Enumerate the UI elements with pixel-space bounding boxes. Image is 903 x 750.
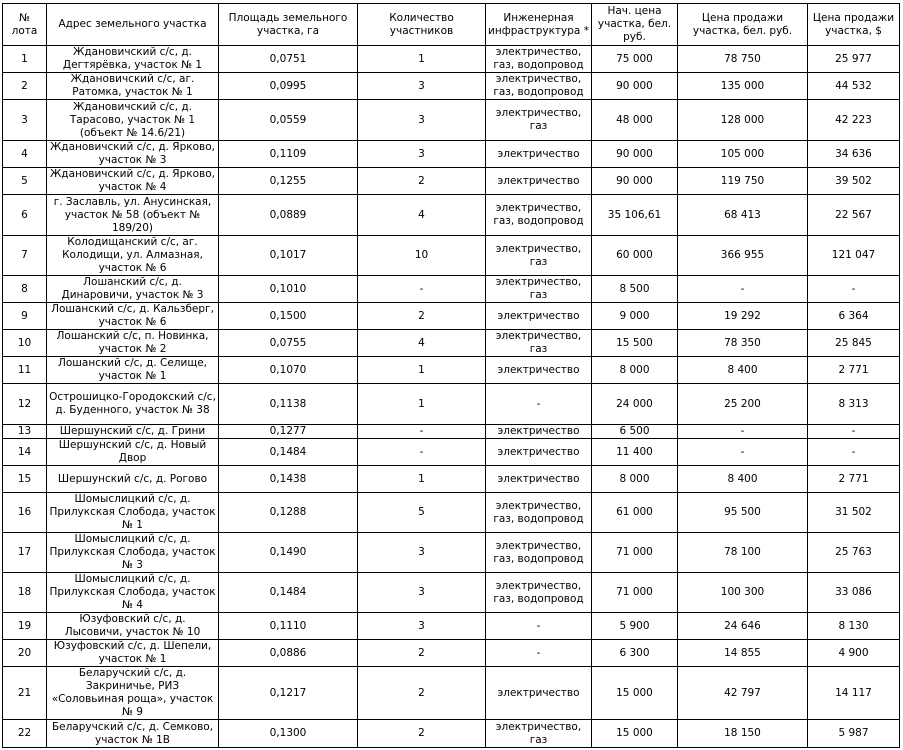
lot-number: 11: [3, 357, 47, 384]
sale-price-byn: 18 150: [678, 720, 808, 748]
plot-address: Острошицко-Городокский с/с, д. Буденного, участок № 38: [47, 384, 219, 425]
infrastructure: электричество: [486, 667, 592, 720]
sale-price-byn: -: [678, 276, 808, 303]
sale-price-byn: 366 955: [678, 236, 808, 276]
table-row: [3, 141, 900, 168]
sale-price-usd: 25 763: [808, 533, 900, 573]
infrastructure: электричество, газ: [486, 100, 592, 141]
plot-address: Лошанский с/с, д. Динаровичи, участок № 3: [47, 276, 219, 303]
participants-count: 4: [358, 330, 486, 357]
table-row: [3, 533, 900, 573]
lot-number: 6: [3, 195, 47, 236]
lot-number: 16: [3, 493, 47, 533]
sale-price-byn: 105 000: [678, 141, 808, 168]
plot-area: 0,1277: [219, 425, 358, 439]
sale-price-byn: 24 646: [678, 613, 808, 640]
table-row: [3, 100, 900, 141]
sale-price-byn: -: [678, 425, 808, 439]
lot-number: 14: [3, 439, 47, 466]
start-price-byn: 9 000: [592, 303, 678, 330]
lot-number: 17: [3, 533, 47, 573]
participants-count: -: [358, 425, 486, 439]
lot-number: 20: [3, 640, 47, 667]
start-price-byn: 8 000: [592, 466, 678, 493]
plot-address: Лошанский с/с, д. Селище, участок № 1: [47, 357, 219, 384]
table-row: [3, 384, 900, 425]
table-row: [3, 667, 900, 720]
header-lot-number: № лота: [3, 4, 47, 46]
sale-price-byn: 95 500: [678, 493, 808, 533]
sale-price-byn: -: [678, 439, 808, 466]
sale-price-usd: 8 313: [808, 384, 900, 425]
participants-count: 1: [358, 384, 486, 425]
plot-address: Колодищанский с/с, аг. Колодищи, ул. Алмазная, участок № 6: [47, 236, 219, 276]
participants-count: 1: [358, 466, 486, 493]
participants-count: 2: [358, 720, 486, 748]
plot-area: 0,1010: [219, 276, 358, 303]
start-price-byn: 15 000: [592, 667, 678, 720]
participants-count: 5: [358, 493, 486, 533]
start-price-byn: 5 900: [592, 613, 678, 640]
plot-area: 0,1109: [219, 141, 358, 168]
lot-number: 15: [3, 466, 47, 493]
sale-price-usd: 25 977: [808, 46, 900, 73]
participants-count: 1: [358, 357, 486, 384]
plot-address: Ждановичский с/с, д. Тарасово, участок № 1 (объект № 14.6/21): [47, 100, 219, 141]
sale-price-usd: 2 771: [808, 357, 900, 384]
start-price-byn: 6 500: [592, 425, 678, 439]
sale-price-byn: 78 100: [678, 533, 808, 573]
sale-price-byn: 19 292: [678, 303, 808, 330]
participants-count: 4: [358, 195, 486, 236]
infrastructure: электричество, газ, водопровод: [486, 533, 592, 573]
start-price-byn: 48 000: [592, 100, 678, 141]
table-row: [3, 330, 900, 357]
sale-price-usd: 34 636: [808, 141, 900, 168]
plot-address: Ждановичский с/с, д. Дегтярёвка, участок № 1: [47, 46, 219, 73]
infrastructure: электричество: [486, 439, 592, 466]
participants-count: -: [358, 439, 486, 466]
start-price-byn: 90 000: [592, 73, 678, 100]
plot-area: 0,0755: [219, 330, 358, 357]
start-price-byn: 35 106,61: [592, 195, 678, 236]
plot-address: Шершунский с/с, д. Грини: [47, 425, 219, 439]
plot-address: Шершунский с/с, д. Новый Двор: [47, 439, 219, 466]
start-price-byn: 71 000: [592, 533, 678, 573]
sale-price-byn: 119 750: [678, 168, 808, 195]
plot-area: 0,1017: [219, 236, 358, 276]
plot-area: 0,1484: [219, 573, 358, 613]
table-row: [3, 573, 900, 613]
plot-address: Шомыслицкий с/с, д. Прилукская Слобода, участок № 4: [47, 573, 219, 613]
participants-count: 1: [358, 46, 486, 73]
lot-number: 19: [3, 613, 47, 640]
lot-number: 18: [3, 573, 47, 613]
plot-area: 0,1070: [219, 357, 358, 384]
infrastructure: электричество: [486, 303, 592, 330]
plot-address: Ждановичский с/с, аг. Ратомка, участок № 1: [47, 73, 219, 100]
start-price-byn: 15 000: [592, 720, 678, 748]
lot-number: 3: [3, 100, 47, 141]
participants-count: 3: [358, 533, 486, 573]
lot-number: 13: [3, 425, 47, 439]
table-row: [3, 720, 900, 748]
plot-area: 0,0559: [219, 100, 358, 141]
sale-price-usd: 14 117: [808, 667, 900, 720]
sale-price-usd: 22 567: [808, 195, 900, 236]
plot-area: 0,1288: [219, 493, 358, 533]
lot-number: 21: [3, 667, 47, 720]
plot-area: 0,0751: [219, 46, 358, 73]
sale-price-byn: 42 797: [678, 667, 808, 720]
header-infrastructure: Инженерная инфраструктура *: [486, 4, 592, 46]
plot-area: 0,1490: [219, 533, 358, 573]
infrastructure: электричество: [486, 425, 592, 439]
start-price-byn: 24 000: [592, 384, 678, 425]
table-row: [3, 276, 900, 303]
sale-price-byn: 78 350: [678, 330, 808, 357]
sale-price-usd: -: [808, 425, 900, 439]
lot-number: 10: [3, 330, 47, 357]
header-plot-address: Адрес земельного участка: [47, 4, 219, 46]
lot-number: 2: [3, 73, 47, 100]
participants-count: -: [358, 276, 486, 303]
table-row: [3, 168, 900, 195]
sale-price-usd: 4 900: [808, 640, 900, 667]
sale-price-byn: 25 200: [678, 384, 808, 425]
participants-count: 3: [358, 573, 486, 613]
lot-number: 8: [3, 276, 47, 303]
plot-address: Беларучский с/с, д. Закриничье, РИЗ «Соловьиная роща», участок № 9: [47, 667, 219, 720]
participants-count: 2: [358, 303, 486, 330]
plot-area: 0,0995: [219, 73, 358, 100]
lot-number: 7: [3, 236, 47, 276]
start-price-byn: 60 000: [592, 236, 678, 276]
participants-count: 3: [358, 73, 486, 100]
infrastructure: электричество, газ, водопровод: [486, 46, 592, 73]
table-row: [3, 73, 900, 100]
plot-area: 0,0889: [219, 195, 358, 236]
sale-price-byn: 68 413: [678, 195, 808, 236]
participants-count: 3: [358, 613, 486, 640]
sale-price-usd: -: [808, 439, 900, 466]
start-price-byn: 61 000: [592, 493, 678, 533]
infrastructure: электричество, газ, водопровод: [486, 493, 592, 533]
infrastructure: электричество: [486, 141, 592, 168]
table-row: [3, 425, 900, 439]
sale-price-usd: 31 502: [808, 493, 900, 533]
participants-count: 2: [358, 667, 486, 720]
sale-price-usd: 39 502: [808, 168, 900, 195]
plot-address: Шершунский с/с, д. Рогово: [47, 466, 219, 493]
header-sale-price-byn: Цена продажи участка, бел. руб.: [678, 4, 808, 46]
table-row: [3, 303, 900, 330]
plot-address: Юзуфовский с/с, д. Лысовичи, участок № 10: [47, 613, 219, 640]
sale-price-byn: 128 000: [678, 100, 808, 141]
table-header: [3, 4, 900, 46]
sale-price-usd: 8 130: [808, 613, 900, 640]
plot-area: 0,1138: [219, 384, 358, 425]
sale-price-byn: 8 400: [678, 357, 808, 384]
infrastructure: электричество: [486, 466, 592, 493]
table-body: [3, 46, 900, 748]
table-row: [3, 640, 900, 667]
sale-price-usd: 25 845: [808, 330, 900, 357]
sale-price-byn: 135 000: [678, 73, 808, 100]
table-row: [3, 357, 900, 384]
start-price-byn: 71 000: [592, 573, 678, 613]
lot-number: 1: [3, 46, 47, 73]
plot-area: 0,1500: [219, 303, 358, 330]
infrastructure: электричество, газ, водопровод: [486, 573, 592, 613]
plot-area: 0,1484: [219, 439, 358, 466]
start-price-byn: 15 500: [592, 330, 678, 357]
table-row: [3, 46, 900, 73]
start-price-byn: 11 400: [592, 439, 678, 466]
lot-number: 12: [3, 384, 47, 425]
plot-area: 0,1255: [219, 168, 358, 195]
sale-price-usd: 121 047: [808, 236, 900, 276]
sale-price-usd: 42 223: [808, 100, 900, 141]
participants-count: 3: [358, 100, 486, 141]
table-row: [3, 466, 900, 493]
sale-price-usd: 33 086: [808, 573, 900, 613]
start-price-byn: 8 000: [592, 357, 678, 384]
start-price-byn: 90 000: [592, 141, 678, 168]
table-row: [3, 613, 900, 640]
header-participants-count: Количество участников: [358, 4, 486, 46]
sale-price-usd: 5 987: [808, 720, 900, 748]
infrastructure: -: [486, 384, 592, 425]
land-plots-auction-table: [2, 3, 900, 748]
participants-count: 2: [358, 168, 486, 195]
sale-price-usd: 2 771: [808, 466, 900, 493]
sale-price-byn: 78 750: [678, 46, 808, 73]
start-price-byn: 75 000: [592, 46, 678, 73]
header-start-price-byn: Нач. цена участка, бел. руб.: [592, 4, 678, 46]
infrastructure: электричество: [486, 168, 592, 195]
plot-area: 0,1110: [219, 613, 358, 640]
lot-number: 4: [3, 141, 47, 168]
participants-count: 3: [358, 141, 486, 168]
infrastructure: электричество, газ: [486, 720, 592, 748]
plot-address: Ждановичский с/с, д. Ярково, участок № 4: [47, 168, 219, 195]
lot-number: 22: [3, 720, 47, 748]
start-price-byn: 8 500: [592, 276, 678, 303]
infrastructure: электричество, газ, водопровод: [486, 195, 592, 236]
plot-area: 0,1438: [219, 466, 358, 493]
participants-count: 2: [358, 640, 486, 667]
plot-address: Ждановичский с/с, д. Ярково, участок № 3: [47, 141, 219, 168]
table-row: [3, 493, 900, 533]
header-plot-area: Площадь земельного участка, га: [219, 4, 358, 46]
infrastructure: электричество, газ, водопровод: [486, 73, 592, 100]
start-price-byn: 6 300: [592, 640, 678, 667]
header-row: [3, 4, 900, 46]
sale-price-byn: 100 300: [678, 573, 808, 613]
sale-price-usd: -: [808, 276, 900, 303]
plot-address: г. Заславль, ул. Анусинская, участок № 58 (объект № 189/20): [47, 195, 219, 236]
plot-address: Лошанский с/с, п. Новинка, участок № 2: [47, 330, 219, 357]
infrastructure: электричество, газ: [486, 236, 592, 276]
plot-address: Лошанский с/с, д. Кальзберг, участок № 6: [47, 303, 219, 330]
participants-count: 10: [358, 236, 486, 276]
infrastructure: -: [486, 613, 592, 640]
plot-area: 0,1217: [219, 667, 358, 720]
header-sale-price-usd: Цена продажи участка, $: [808, 4, 900, 46]
lot-number: 5: [3, 168, 47, 195]
infrastructure: электричество: [486, 357, 592, 384]
infrastructure: -: [486, 640, 592, 667]
plot-area: 0,0886: [219, 640, 358, 667]
plot-area: 0,1300: [219, 720, 358, 748]
sale-price-byn: 14 855: [678, 640, 808, 667]
infrastructure: электричество, газ: [486, 276, 592, 303]
lot-number: 9: [3, 303, 47, 330]
infrastructure: электричество, газ: [486, 330, 592, 357]
table-row: [3, 236, 900, 276]
sale-price-byn: 8 400: [678, 466, 808, 493]
table-row: [3, 195, 900, 236]
plot-address: Шомыслицкий с/с, д. Прилукская Слобода, участок № 3: [47, 533, 219, 573]
sale-price-usd: 6 364: [808, 303, 900, 330]
plot-address: Беларучский с/с, д. Семково, участок № 1В: [47, 720, 219, 748]
plot-address: Юзуфовский с/с, д. Шепели, участок № 1: [47, 640, 219, 667]
sale-price-usd: 44 532: [808, 73, 900, 100]
table-row: [3, 439, 900, 466]
plot-address: Шомыслицкий с/с, д. Прилукская Слобода, участок № 1: [47, 493, 219, 533]
start-price-byn: 90 000: [592, 168, 678, 195]
